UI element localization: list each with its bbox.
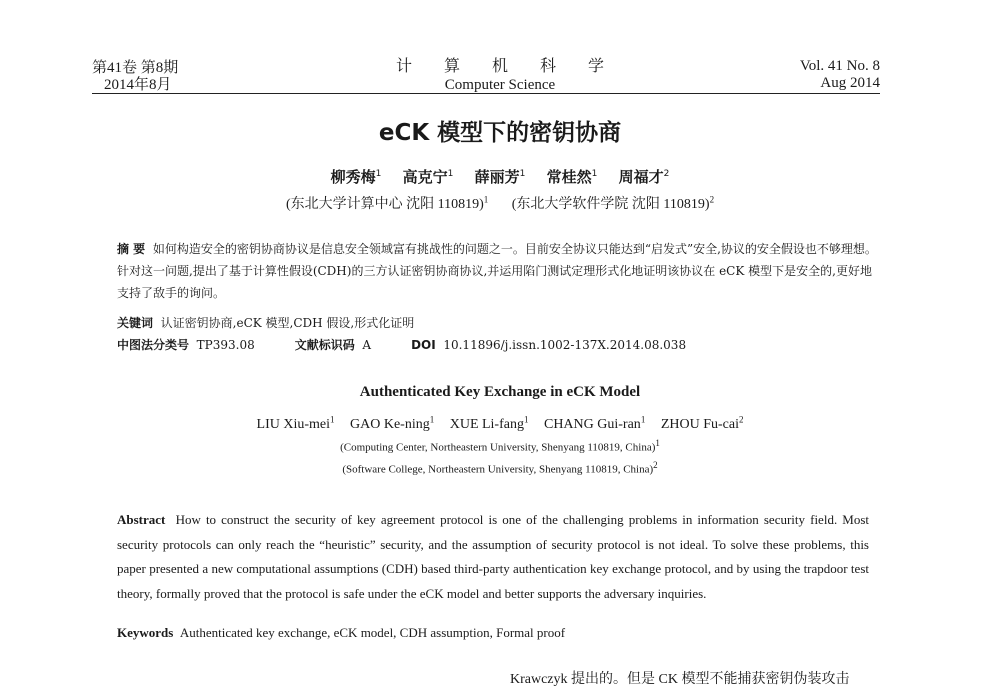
- header-rule: [92, 93, 880, 94]
- author-en: CHANG Gui-ran$^1$: [543, 414, 646, 432]
- keywords-cn-text: 认证密钥协商,eCK 模型,CDH 假设,形式化证明: [160, 316, 415, 330]
- header-journal: [380, 58, 620, 94]
- abstract-cn-text: 如何构造安全的密钥协商协议是信息安全领域富有挑战性的问题之一。目前安全协议只能达到“启发式”安全,协议的安全假设也不够理想。针对这一问题,提出了基于计算性假设(CDH)的三方认证密钥协商协议,并运用陷门测试定理形式化地证明该协议在 eCK 模型下是安全的,更好地支持了敌手的询问。: [117, 242, 877, 300]
- date-en: Aug 2014: [820, 75, 880, 91]
- classification-line: [117, 334, 877, 356]
- clc-label: 中图法分类号: [117, 338, 190, 352]
- author-en: XUE Li-fang$^1$: [449, 414, 529, 432]
- author-cn: 周福才$^2$: [618, 168, 670, 186]
- volume-issue-en: Vol. 41 No. 8: [799, 58, 880, 74]
- abstract-en: [117, 508, 869, 606]
- doc-code-value: A: [362, 338, 372, 352]
- keywords-en-label: Keywords: [117, 625, 174, 640]
- abstract-cn: [117, 238, 877, 304]
- header-volume-en: [800, 58, 880, 92]
- volume-issue-cn: 第41卷 第8期: [92, 60, 179, 76]
- author-en: ZHOU Fu-cai$^2$: [660, 414, 744, 432]
- keywords-en-text: Authenticated key exchange, eCK model, CDH assumption, Formal proof: [179, 625, 566, 640]
- author-list-en: [0, 414, 1000, 433]
- keywords-cn-label: 关键词: [117, 316, 154, 330]
- affiliations-cn: [0, 193, 1000, 213]
- author-cn: 常桂然$^1$: [546, 168, 598, 186]
- affiliation-en: (Software College, Northeastern University, Shenyang 110819, China)$^2$: [342, 460, 658, 476]
- author-list-cn: [0, 166, 1000, 187]
- author-cn: 高克宁$^1$: [402, 168, 454, 186]
- paper-title-en: Authenticated Key Exchange in eCK Model: [359, 384, 641, 400]
- affiliation-en: (Computing Center, Northeastern University, Shenyang 110819, China)$^1$: [340, 438, 660, 454]
- clc-value: TP393.08: [196, 338, 255, 352]
- author-en: LIU Xiu-mei$^1$: [256, 414, 335, 432]
- abstract-en-text: How to construct the security of key agreement protocol is one of the challenging problems in information security field. Most security protocols can only reach the “heuristic” security, and the assumption of security protocol is not ideal. To solve these problems, this paper presented a new computational assumptions (CDH) based third-party authentication key exchange protocol, and by using the trapdoor test theory, formally proved that the protocol is safe under the eCK model and better supports the adversary inquiries.: [117, 512, 870, 601]
- abstract-cn-label: 摘 要: [117, 242, 146, 256]
- author-en: GAO Ke-ning$^1$: [350, 414, 435, 432]
- date-cn: 2014年8月: [104, 77, 172, 93]
- author-cn: 柳秀梅$^1$: [330, 168, 382, 186]
- keywords-en: [117, 625, 869, 641]
- header-volume-cn: [92, 60, 178, 94]
- keywords-cn: [117, 312, 877, 334]
- author-cn: 薛丽芳$^1$: [474, 168, 526, 186]
- paper-title-cn: eCK 模型下的密钥协商: [378, 120, 622, 146]
- affiliation-cn: (东北大学计算中心 沈阳 110819)$^1$: [285, 194, 489, 212]
- affiliation-cn: (东北大学软件学院 沈阳 110819)$^2$: [511, 194, 715, 212]
- abstract-en-label: Abstract: [117, 512, 166, 527]
- doi-value: 10.11896/j.issn.1002-137X.2014.08.038: [443, 338, 687, 352]
- doc-code-label: 文献标识码: [294, 338, 355, 352]
- journal-name-en: Computer Science: [444, 77, 556, 93]
- body-text-fragment: Krawczyk 提出的。但是 CK 模型不能捕获密钥伪装攻击: [510, 672, 850, 687]
- journal-name-cn: 计 算 机 科 学: [395, 58, 618, 75]
- doi-label: DOI: [411, 338, 436, 352]
